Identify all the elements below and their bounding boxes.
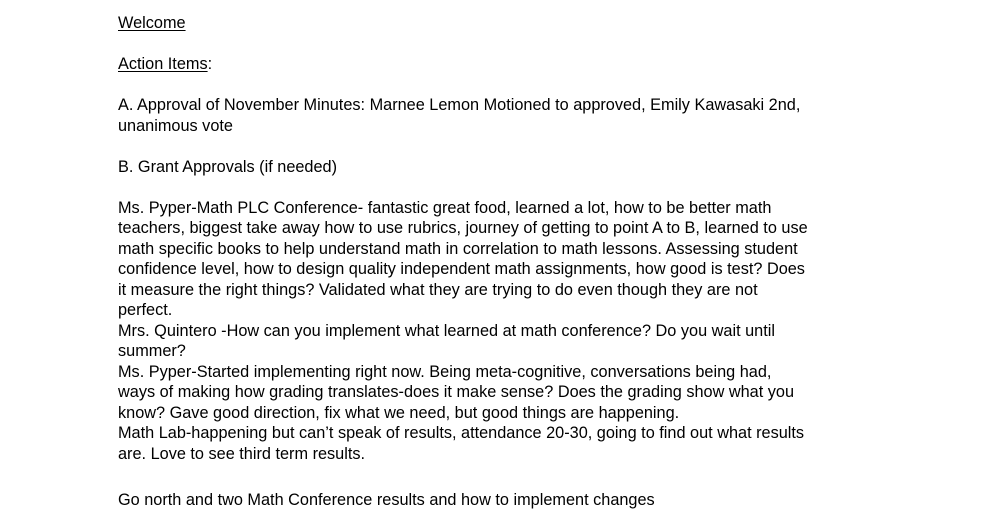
spacer <box>118 34 888 55</box>
cutoff-line: Go north and two Math Conference results and how to implement changes <box>118 491 655 509</box>
item-a-line-1: A. Approval of November Minutes: Marnee Lemon Motioned to approved, Emily Kawasaki 2nd, <box>118 96 801 114</box>
welcome-text: Welcome <box>118 14 186 32</box>
body-line: ways of making how grading translates-does it make sense? Does the grading show what you <box>118 383 795 401</box>
item-a-line-2: unanimous vote <box>118 116 233 135</box>
body-line: it measure the right things? Validated what they are trying to do even though they are not <box>118 280 758 299</box>
body-line: Ms. Pyper-Math PLC Conference- fantastic great food, learned a lot, how to be better math <box>118 198 772 217</box>
action-items-heading <box>118 54 888 75</box>
spacer <box>118 75 888 96</box>
body-line: know? Gave good direction, fix what we need, but good things are happening. <box>118 403 680 422</box>
body-line: teachers, biggest take away how to use rubrics, journey of getting to point A to B, learned to use <box>118 219 808 237</box>
body-line: are. Love to see third term results. <box>118 444 366 463</box>
body-line: math specific books to help understand math in correlation to math lessons. Assessing student <box>118 239 798 258</box>
body-line: perfect. <box>118 301 173 319</box>
action-items-colon: : <box>207 55 213 73</box>
item-b: B. Grant Approvals (if needed) <box>118 157 338 176</box>
spacer <box>118 177 888 198</box>
minutes-document <box>118 13 888 464</box>
action-items-label: Action Items <box>118 55 208 73</box>
body-line: confidence level, how to design quality independent math assignments, how good is test? Does <box>118 260 805 278</box>
body-line: summer? <box>118 342 186 360</box>
welcome-heading <box>118 13 888 34</box>
body-line: Math Lab-happening but can’t speak of results, attendance 20-30, going to find out what results <box>118 424 805 442</box>
body-line: Ms. Pyper-Started implementing right now. Being meta-cognitive, conversations being had, <box>118 362 772 381</box>
body-line: Mrs. Quintero -How can you implement what learned at math conference? Do you wait until <box>118 321 775 340</box>
spacer <box>118 136 888 157</box>
